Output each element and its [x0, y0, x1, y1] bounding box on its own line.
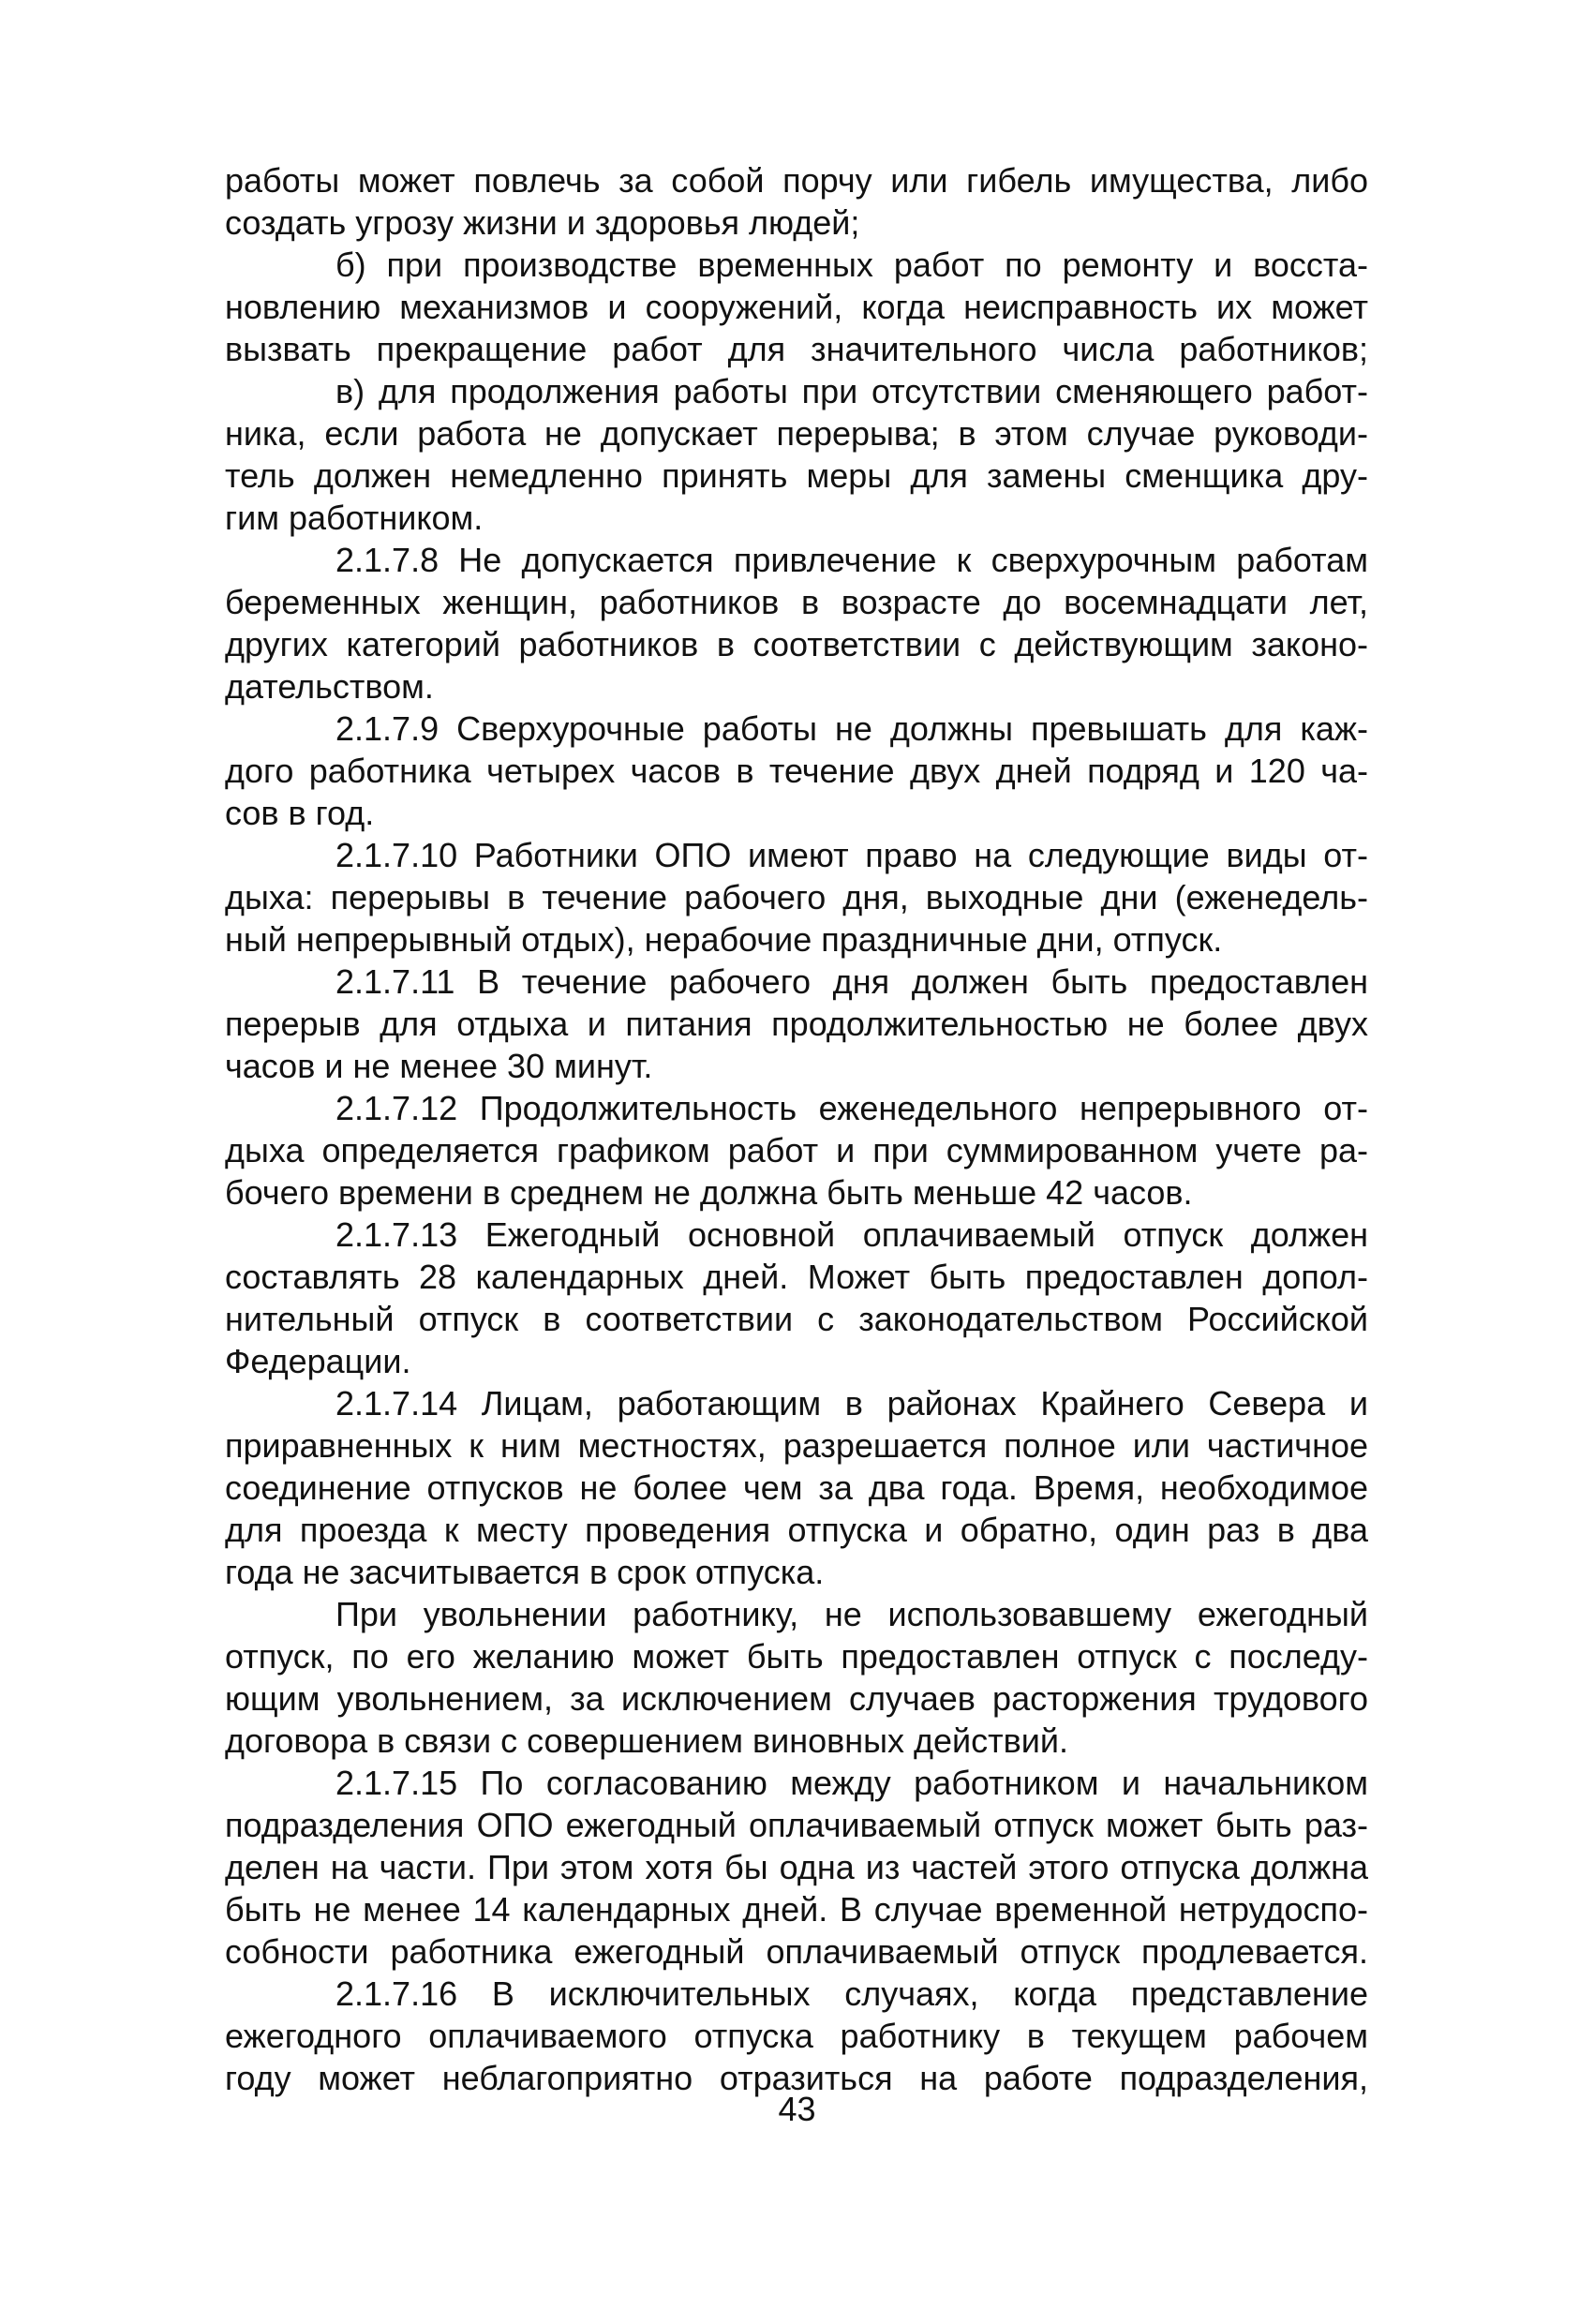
text-line: бочего времени в среднем не должна быть меньше 42 часов. [225, 1173, 1193, 1212]
text-line: Федерации. [225, 1342, 411, 1380]
page-number: 43 [778, 2090, 816, 2128]
text-line: быть не менее 14 календарных дней. В случае временной нетрудоспо- [225, 1890, 1368, 1929]
text-line: тель должен немедленно принять меры для замены сменщика дру- [225, 456, 1368, 495]
text-line: При увольнении работнику, не использовавшему ежегодный [335, 1595, 1368, 1633]
body-text [225, 159, 1368, 2099]
text-line: отпуск, по его желанию может быть предоставлен отпуск с последу- [225, 1637, 1368, 1676]
text-line: году может неблагоприятно отразиться на работе подразделения, [225, 2059, 1368, 2097]
text-line: создать угрозу жизни и здоровья людей; [225, 203, 860, 242]
text-line: гим работником. [225, 499, 484, 537]
text-line: делен на части. При этом хотя бы одна из частей этого отпуска должна [225, 1848, 1368, 1886]
text-line: ющим увольнением, за исключением случаев расторжения трудового [225, 1679, 1368, 1718]
text-line: дательством. [225, 667, 434, 706]
text-line: 2.1.7.11 В течение рабочего дня должен быть предоставлен [335, 962, 1368, 1001]
text-line: составлять 28 календарных дней. Может быть предоставлен допол- [225, 1258, 1368, 1296]
text-line: беременных женщин, работников в возрасте до восемнадцати лет, [225, 583, 1368, 621]
text-line: для проезда к месту проведения отпуска и обратно, один раз в два [225, 1511, 1368, 1549]
text-line: ежегодного оплачиваемого отпуска работнику в текущем рабочем [225, 2017, 1368, 2055]
text-line: договора в связи с совершением виновных действий. [225, 1721, 1068, 1760]
text-line: б) при производстве временных работ по ремонту и восста- [335, 246, 1368, 284]
text-line: 2.1.7.10 Работники ОПО имеют право на следующие виды от- [335, 836, 1368, 874]
text-line: 2.1.7.9 Сверхурочные работы не должны превышать для каж- [335, 709, 1368, 748]
text-line: собности работника ежегодный оплачиваемый отпуск продлевается. [225, 1932, 1368, 1971]
text-line: работы может повлечь за собой порчу или гибель имущества, либо [225, 161, 1368, 200]
text-line: 2.1.7.12 Продолжительность еженедельного непрерывного от- [335, 1089, 1368, 1127]
text-line: вызвать прекращение работ для значительного числа работников; [225, 330, 1368, 368]
text-line: перерыв для отдыха и питания продолжительностью не более двух [225, 1005, 1368, 1043]
text-line: дого работника четырех часов в течение двух дней подряд и 120 ча- [225, 752, 1368, 790]
text-line: дыха: перерывы в течение рабочего дня, выходные дни (еженедель- [225, 878, 1368, 916]
text-line: соединение отпусков не более чем за два года. Время, необходимое [225, 1468, 1368, 1507]
text-line: других категорий работников в соответствии с действующим законо- [225, 625, 1368, 663]
text-line: подразделения ОПО ежегодный оплачиваемый отпуск может быть раз- [225, 1806, 1368, 1844]
text-line: 2.1.7.13 Ежегодный основной оплачиваемый отпуск должен [335, 1215, 1368, 1254]
text-line: сов в год. [225, 794, 375, 832]
text-line: в) для продолжения работы при отсутствии сменяющего работ- [335, 372, 1368, 410]
text-line: 2.1.7.14 Лицам, работающим в районах Крайнего Севера и [335, 1384, 1368, 1423]
text-line: дыха определяется графиком работ и при суммированном учете ра- [225, 1131, 1368, 1169]
text-line: 2.1.7.8 Не допускается привлечение к сверхурочным работам [335, 541, 1368, 579]
text-line: новлению механизмов и сооружений, когда неисправность их может [225, 288, 1368, 326]
text-line: ника, если работа не допускает перерыва; в этом случае руководи- [225, 414, 1368, 453]
text-line: часов и не менее 30 минут. [225, 1047, 653, 1085]
text-line: нительный отпуск в соответствии с законодательством Российской [225, 1300, 1368, 1338]
text-line: ный непрерывный отдых), нерабочие праздничные дни, отпуск. [225, 920, 1223, 959]
text-line: года не засчитывается в срок отпуска. [225, 1553, 825, 1591]
text-line: 2.1.7.15 По согласованию между работником и начальником [335, 1764, 1368, 1802]
text-line: 2.1.7.16 В исключительных случаях, когда представление [335, 1974, 1368, 2013]
text-line: приравненных к ним местностях, разрешается полное или частичное [225, 1426, 1368, 1465]
